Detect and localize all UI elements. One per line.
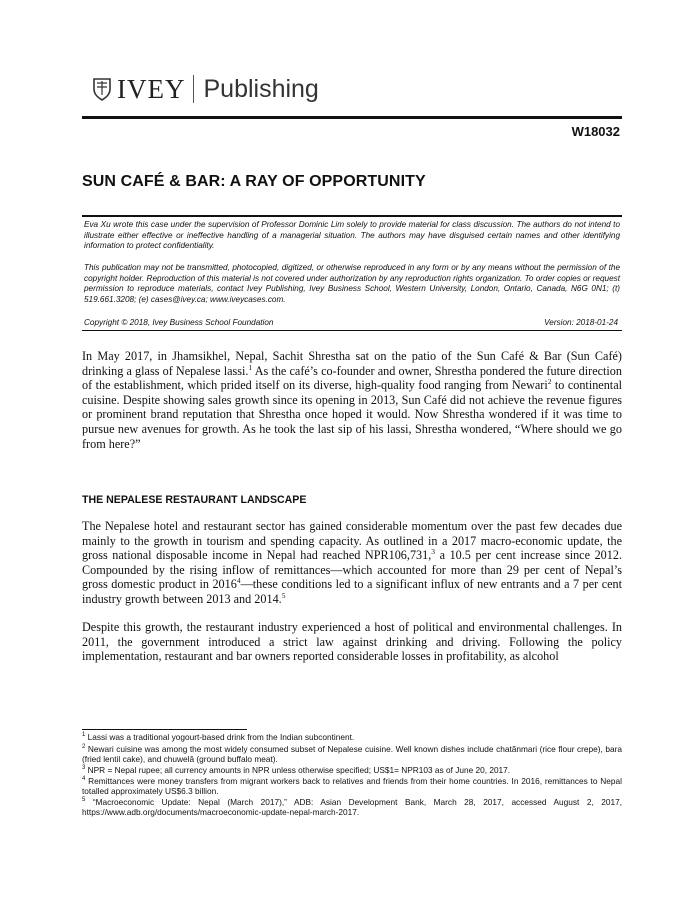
- footnote-ref: 4: [236, 576, 241, 586]
- section-heading: THE NEPALESE RESTAURANT LANDSCAPE: [82, 494, 307, 506]
- footnote-ref: 3: [431, 547, 436, 557]
- header-rule: [82, 116, 622, 119]
- logo-divider: [193, 75, 194, 103]
- footnote: $^2$ Newari cuisine was among the most widely consumed subset of Nepalese cuisine. Well known dishes include chatãnmari (rice flour crepe), bara (fried lentil cake), and chuwelâ (ground buffalo meat).: [82, 744, 622, 765]
- footnote: $^5$ “Macroeconomic Update: Nepal (March 2017),” ADB: Asian Development Bank, March 28, 2017, accessed August 2, 2017, https://www.adb.org/documents/macroeconomic-update-nepal-march-2017.: [82, 797, 622, 818]
- body-paragraph-landscape: The Nepalese hotel and restaurant sector has gained considerable momentum over the past few decades due mainly to the growth in tourism and spending capacity. As outlined in a 2017 macro-economic update, the gross national disposable income in Nepal had reached NPR106,731,$^3$ a 10.5 per cent increase since 2012. Compounded by the rising inflow of remittances—which accounted for more than 29 per cent of Nepal’s gross domestic product in 2016$^4$—these conditions led to a significant influx of new entrants and a 7 per cent industry growth between 2013 and 2014.$^5$: [82, 519, 622, 606]
- logo-wordmark: IVEY: [117, 73, 186, 104]
- author-note: Eva Xu wrote this case under the supervision of Professor Dominic Lim solely to provide material for class discussion. The authors do not intend to illustrate either effective or ineffective handling of a managerial situation. The authors may have disguised certain names and other identifying information to protect confidentiality.: [84, 220, 620, 251]
- case-title: SUN CAFÉ & BAR: A RAY OF OPPORTUNITY: [82, 173, 426, 190]
- body-paragraph-challenges: Despite this growth, the restaurant industry experienced a host of political and environmental challenges. In 2011, the government introduced a strict law against drinking and driving. Following the policy implementation, restaurant and bar owners reported considerable losses in profitability, as alcohol: [82, 620, 622, 664]
- crest-icon: [92, 77, 112, 101]
- footnote-ref: 5: [281, 590, 286, 600]
- notes-bottom-rule: [82, 330, 622, 331]
- footnote-ref: 2: [547, 377, 552, 387]
- copyright-line: Copyright © 2018, Ivey Business School Foundation: [84, 318, 274, 327]
- body-paragraph-intro: In May 2017, in Jhamsikhel, Nepal, Sachit Shrestha sat on the patio of the Sun Café & Bar (Sun Café) drinking a glass of Nepalese lassi.$^1$ As the café’s co-founder and owner, Shrestha pondered the future direction of the establishment, which prided itself on its diverse, high-quality food ranging from Newari$^2$ to continental cuisine. Despite showing sales growth since its opening in 2013, Sun Café did not achieve the revenue figures or prominent brand reputation that Shrestha once hoped it would. Now Shrestha wondered if it was time to pursue new avenues for growth. As he took the last sip of his lassi, Shrestha wondered, “Where should we go from here?”: [82, 349, 622, 451]
- footnote: $^1$ Lassi was a traditional yogourt-based drink from the Indian subcontinent.: [82, 732, 355, 742]
- version-line: Version: 2018-01-24: [544, 318, 618, 327]
- footnote: $^3$ NPR = Nepal rupee; all currency amounts in NPR unless otherwise specified; US$1= NPR103 as of June 20, 2017.: [82, 765, 511, 775]
- footnote-rule: [82, 729, 247, 730]
- permission-note: This publication may not be transmitted, photocopied, digitized, or otherwise reproduced in any form or by any means without the permission of the copyright holder. Reproduction of this material is not covered under authorization by any reproduction rights organization. To order copies or request permission to reproduce materials, contact Ivey Publishing, Ivey Business School, Western University, London, Ontario, Canada, N6G 0N1; (t) 519.661.3208; (e) cases@ivey.ca; www.iveycases.com.: [84, 263, 620, 304]
- footnote-ref: 1: [248, 362, 253, 372]
- footnote: $^4$ Remittances were money transfers from migrant workers back to relatives and friends from their home countries. In 2016, remittances to Nepal totalled approximately US$6.3 billion.: [82, 776, 622, 797]
- logo-publishing: Publishing: [203, 74, 319, 103]
- case-number: W18032: [571, 124, 620, 139]
- publisher-logo: [92, 72, 319, 106]
- notes-top-rule: [82, 215, 622, 217]
